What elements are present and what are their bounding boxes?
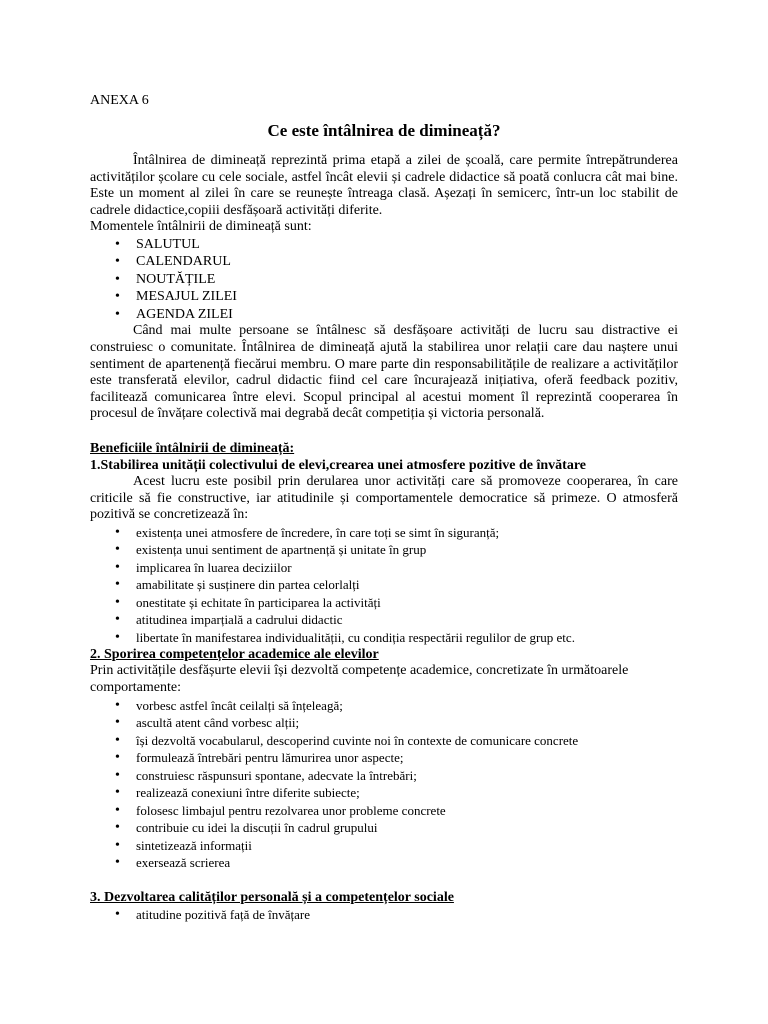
- list-item-text: își dezvoltă vocabularul, descoperind cuvinte noi în contexte de comunicare concrete: [136, 732, 579, 748]
- bullet-icon: •: [115, 236, 120, 252]
- bullet-icon: •: [115, 855, 120, 870]
- list-item: [90, 749, 678, 767]
- list-item-text: amabilitate și susținere din partea celorlalți: [136, 577, 360, 593]
- moments-intro: Momentele întâlnirii de dimineață sunt:: [90, 219, 312, 235]
- section3-heading: 3. Dezvoltarea calităților personală și a competențelor sociale: [90, 889, 454, 905]
- list-item-text: AGENDA ZILEI: [136, 306, 233, 322]
- community-paragraph: Când mai multe persoane se întâlnesc să desfășoare activități de lucru sau distractive ei construiesc o comunitate. Întâlnirea de dimineață ajută la stabilirea unor relații care dau naștere unui sentiment de apartenență fiecărui membru. O mare parte din responsabilitățile de realizare a activităților este transferată elevilor, cadrul didactic fiind cel care încurajează inițiativa, oferă feedback pozitiv, facilitează comunicarea între elevi. Scopul principal al acestui moment îl reprezintă cooperarea în procesul de învățare colectivă mai degrabă decât competiția și victoria personală.: [90, 323, 678, 422]
- section3-list: [90, 906, 678, 924]
- list-item: [90, 306, 678, 324]
- bullet-icon: •: [115, 594, 120, 610]
- bullet-icon: •: [115, 837, 120, 853]
- list-item: [90, 541, 678, 559]
- section2-heading: 2. Sporirea competențelor academice ale elevilor: [90, 647, 379, 663]
- bullet-icon: •: [115, 715, 120, 730]
- list-item-text: implicarea în luarea deciziilor: [136, 559, 292, 575]
- spacer: [90, 872, 678, 889]
- list-item: [90, 802, 678, 820]
- bullet-icon: •: [115, 271, 120, 287]
- bullet-icon: •: [115, 542, 120, 558]
- annex-label: ANEXA 6: [90, 93, 149, 108]
- spacer: [90, 423, 678, 440]
- list-item-text: realizează conexiuni între diferite subiecte;: [136, 785, 360, 800]
- list-item: [90, 906, 678, 924]
- list-item: [90, 697, 678, 715]
- list-item: [90, 784, 678, 802]
- bullet-icon: •: [115, 524, 120, 540]
- bullet-icon: •: [115, 767, 120, 783]
- list-item: [90, 837, 678, 855]
- section2-list: [90, 697, 678, 872]
- bullet-icon: •: [115, 289, 120, 305]
- list-item: [90, 576, 678, 594]
- section2-paragraph: Prin activitățile desfășurte elevii își dezvoltă competențe academice, concretizate în următoarele comportamente:: [90, 663, 629, 695]
- section1-paragraph: Acest lucru este posibil prin derularea unor activități care să promoveze cooperarea, în care criticile să fie constructive, iar atitudinile și comportamentele democratice să primeze. O atmosferă pozitivă se concretizează în:: [90, 474, 678, 523]
- list-item-text: NOUTĂȚILE: [136, 271, 216, 287]
- list-item: [90, 271, 678, 289]
- list-item: [90, 594, 678, 612]
- list-item-text: sintetizează informații: [136, 837, 252, 853]
- list-item-text: MESAJUL ZILEI: [136, 289, 237, 305]
- intro-paragraph: Întâlnirea de dimineață reprezintă prima etapă a zilei de școală, care permite întrepătrunderea activităților școlare cu cele sociale, astfel încât elevii și cadrele didactice să poată conlucra cât mai bine. Este un moment al zilei în care se reunește întreaga clasă. Așezați în semicerc, într-un loc stabilit de cadrele didactice,copiii desfășoară activități diferite.: [90, 153, 678, 218]
- list-item-text: onestitate și echitate în participarea la activități: [136, 594, 381, 610]
- list-item-text: atitudinea imparțială a cadrului didactic: [136, 612, 343, 628]
- moments-list: [90, 236, 678, 324]
- bullet-icon: •: [115, 629, 120, 645]
- bullet-icon: •: [115, 906, 120, 922]
- bullet-icon: •: [115, 612, 120, 628]
- list-item-text: formulează întrebări pentru lămurirea unor aspecte;: [136, 750, 404, 765]
- list-item: [90, 236, 678, 254]
- list-item-text: existența unei atmosfere de încredere, în care toți se simt în siguranță;: [136, 524, 500, 540]
- bullet-icon: •: [115, 306, 120, 322]
- bullet-icon: •: [115, 732, 120, 748]
- list-item-text: libertate în manifestarea individualității, cu condiția respectării regulilor de grup etc.: [136, 629, 575, 645]
- list-item-text: CALENDARUL: [136, 254, 231, 270]
- bullet-icon: •: [115, 750, 120, 765]
- bullet-icon: •: [115, 559, 120, 575]
- list-item: [90, 611, 678, 629]
- bullet-icon: •: [115, 697, 120, 713]
- list-item: [90, 559, 678, 577]
- list-item: [90, 767, 678, 785]
- section1-heading: 1.Stabilirea unității colectivului de elevi,crearea unei atmosfere pozitive de învătare: [90, 458, 587, 474]
- list-item-text: existența unui sentiment de apartnență și unitate în grup: [136, 542, 427, 558]
- bullet-icon: •: [115, 254, 120, 270]
- section1-list: [90, 524, 678, 647]
- list-item-text: folosesc limbajul pentru rezolvarea unor probleme concrete: [136, 802, 446, 818]
- list-item: [90, 524, 678, 542]
- document-body: [90, 92, 678, 923]
- list-item-text: vorbesc astfel încât ceilalți să înțeleagă;: [136, 697, 343, 713]
- list-item: [90, 819, 678, 837]
- bullet-icon: •: [115, 820, 120, 835]
- list-item-text: atitudine pozitivă față de învățare: [136, 906, 310, 922]
- list-item-text: SALUTUL: [136, 236, 200, 252]
- list-item-text: ascultă atent când vorbesc alții;: [136, 715, 300, 730]
- bullet-icon: •: [115, 802, 120, 818]
- list-item-text: exersează scrierea: [136, 855, 231, 870]
- list-item: [90, 732, 678, 750]
- list-item-text: construiesc răspunsuri spontane, adecvate la întrebări;: [136, 767, 417, 783]
- list-item: [90, 714, 678, 732]
- list-item: [90, 288, 678, 306]
- bullet-icon: •: [115, 577, 120, 593]
- list-item: [90, 253, 678, 271]
- document-title: Ce este întâlnirea de dimineață?: [267, 121, 501, 140]
- benefits-heading: Beneficiile întâlnirii de dimineață:: [90, 441, 295, 457]
- list-item: [90, 854, 678, 872]
- bullet-icon: •: [115, 785, 120, 800]
- list-item: [90, 629, 678, 647]
- list-item-text: contribuie cu idei la discuții în cadrul grupului: [136, 820, 378, 835]
